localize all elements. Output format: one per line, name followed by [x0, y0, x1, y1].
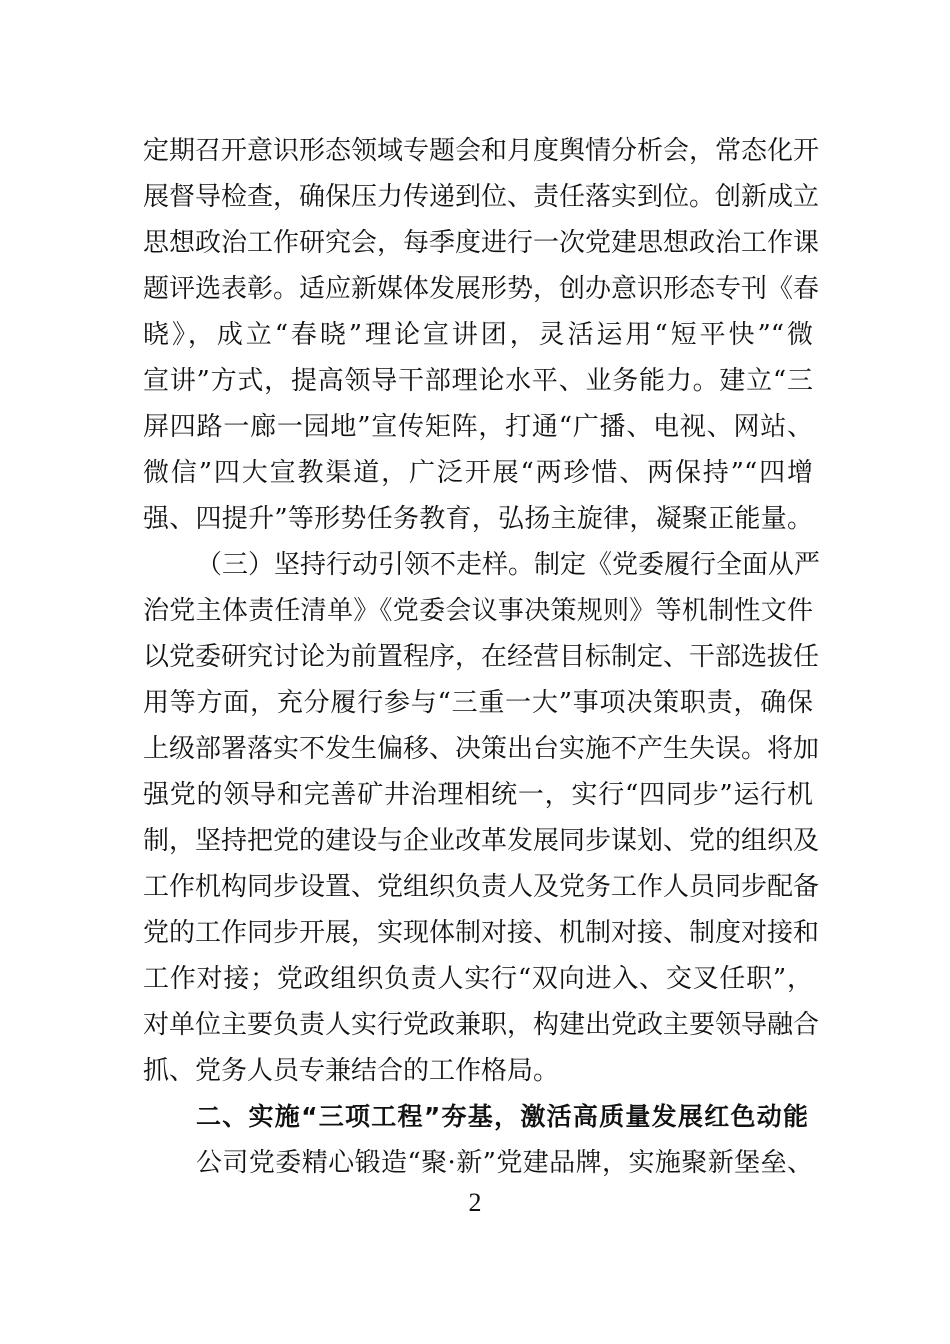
page-number: 2 [468, 1188, 482, 1217]
body-text-line: 题评选表彰。适应新媒体发展形势，创办意识形态专刊《春 [143, 274, 820, 304]
body-text-line: 定期召开意识形态领域专题会和月度舆情分析会，常态化开 [143, 136, 820, 166]
body-text-line: 对单位主要负责人实行党政兼职，构建出党政主要领导融合 [143, 1010, 820, 1040]
body-text-line: 屏四路一廊一园地”宣传矩阵，打通“广播、电视、网站、 [143, 412, 813, 442]
body-text-line: 上级部署落实不发生偏移、决策出台实施不产生失误。将加 [143, 734, 820, 764]
body-text-line: 晓》，成立“春晓”理论宣讲团，灵活运用“短平快”“微 [143, 320, 813, 350]
section-heading: 二、实施“三项工程”夯基，激活高质量发展红色动能 [196, 1102, 808, 1131]
body-text-line: 展督导检查，确保压力传递到位、责任落实到位。创新成立 [143, 182, 820, 212]
body-text-line: 微信”四大宣教渠道，广泛开展“两珍惜、两保持”“四增 [143, 458, 813, 488]
body-text-line: 工作机构同步设置、党组织负责人及党务工作人员同步配备 [143, 872, 820, 902]
body-text-line: 党的工作同步开展，实现体制对接、机制对接、制度对接和 [143, 918, 820, 948]
body-text-line: 制，坚持把党的建设与企业改革发展同步谋划、党的组织及 [143, 826, 820, 856]
paragraph-first-line: （三）坚持行动引领不走样。制定《党委履行全面从严 [196, 550, 821, 580]
body-text-line: 治党主体责任清单》《党委会议事决策规则》等机制性文件 [143, 596, 813, 626]
body-text-line: 以党委研究讨论为前置程序，在经营目标制定、干部选拔任 [143, 642, 820, 672]
body-text-line: 用等方面，充分履行参与“三重一大”事项决策职责，确保 [143, 688, 813, 718]
body-text-line: 工作对接；党政组织负责人实行“双向进入、交叉任职”， [143, 964, 813, 994]
body-text-line: 思想政治工作研究会，每季度进行一次党建思想政治工作课 [143, 228, 820, 258]
body-text-line: 强党的领导和完善矿井治理相统一，实行“四同步”运行机 [143, 780, 813, 810]
body-text-line: 宣讲”方式，提高领导干部理论水平、业务能力。建立“三 [143, 366, 813, 396]
paragraph-first-line: 公司党委精心锻造“聚·新”党建品牌，实施聚新堡垒、 [196, 1148, 813, 1178]
body-text-line: 强、四提升”等形势任务教育，弘扬主旋律，凝聚正能量。 [143, 504, 813, 534]
body-text-line: 抓、党务人员专兼结合的工作格局。 [143, 1056, 560, 1086]
